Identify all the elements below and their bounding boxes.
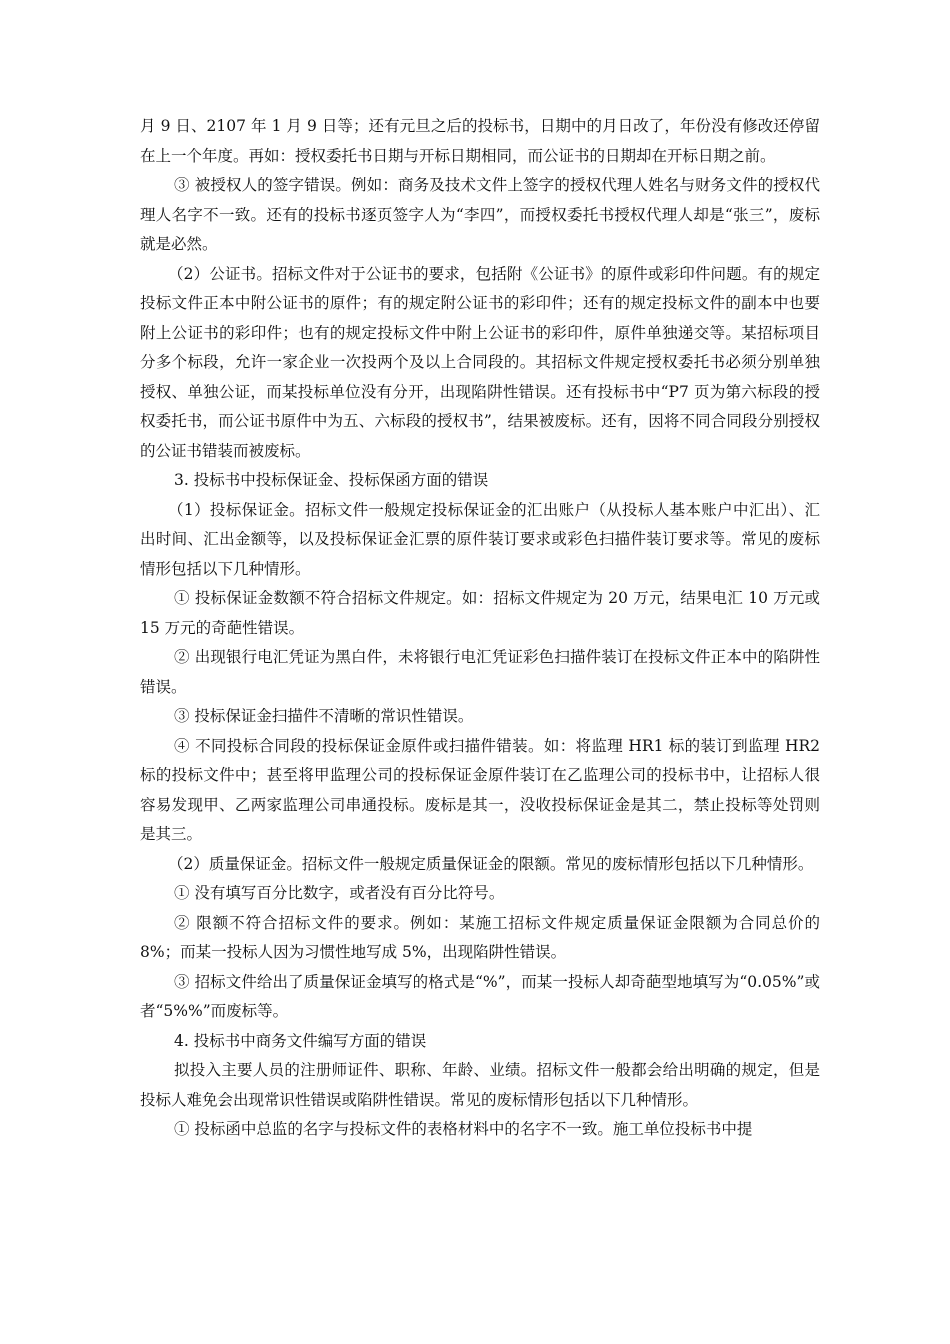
list-item-bond-misbinding: ④ 不同投标合同段的投标保证金原件或扫描件错装。如：将监理 HR1 标的装订到监理 HR2 标的投标文件中；甚至将甲监理公司的投标保证金原件装订在乙监理公司的投标书中，让招标人很容易发现甲、乙两家监理公司串通投标。废标是其一，没收投标保证金是其二，禁止投标等处罚则是其三。	[140, 736, 820, 843]
list-item-bond-scan: ③ 投标保证金扫描件不清晰的常识性错误。	[174, 707, 474, 725]
list-item-format-error: ③ 招标文件给出了质量保证金填写的格式是“%”，而某一投标人却奇葩型地填写为“0.05%”或者“5%%”而废标等。	[140, 972, 820, 1020]
list-item-bond-voucher: ② 出现银行电汇凭证为黑白件，未将银行电汇凭证彩色扫描件装订在投标文件正本中的陷阱性错误。	[140, 648, 820, 696]
paragraph-signature-errors: ③ 被授权人的签字错误。例如：商务及技术文件上签字的授权代理人姓名与财务文件的授权代理人名字不一致。还有的投标书逐页签字人为“李四”，而授权委托书授权代理人却是“张三”，废标就是必然。	[140, 176, 820, 253]
list-item-percentage-missing: ① 没有填写百分比数字，或者没有百分比符号。	[174, 884, 505, 902]
list-item-bond-amount: ① 投标保证金数额不符合招标文件规定。如：招标文件规定为 20 万元，结果电汇 10 万元或 15 万元的奇葩性错误。	[140, 589, 820, 637]
paragraph-bid-bond: （1）投标保证金。招标文件一般规定投标保证金的汇出账户（从投标人基本账户中汇出）、汇出时间、汇出金额等，以及投标保证金汇票的原件装订要求或彩色扫描件装订要求等。常见的废标情形包括以下几种情形。	[140, 500, 820, 578]
list-item-name-mismatch: ① 投标函中总监的名字与投标文件的表格材料中的名字不一致。施工单位投标书中提	[174, 1120, 753, 1138]
list-item-limit-mismatch: ② 限额不符合招标文件的要求。例如：某施工招标文件规定质量保证金限额为合同总价的 8%；而某一投标人因为习惯性地写成 5%，出现陷阱性错误。	[140, 913, 820, 961]
document-body	[140, 112, 820, 1145]
paragraph-date-errors: 月 9 日、2107 年 1 月 9 日等；还有元旦之后的投标书，日期中的月日改了，年份没有修改还停留在上一个年度。再如：授权委托书日期与开标日期相同，而公证书的日期却在开标日期之前。	[140, 117, 820, 165]
paragraph-notary-certificate: （2）公证书。招标文件对于公证书的要求，包括附《公证书》的原件或彩印件问题。有的规定投标文件正本中附公证书的原件；有的规定附公证书的彩印件；还有的规定投标文件的副本中也要附上公证书的彩印件；也有的规定投标文件中附上公证书的彩印件，原件单独递交等。某招标项目分多个标段，允许一家企业一次投两个及以上合同段的。其招标文件规定授权委托书必须分别单独授权、单独公证，而某投标单位没有分开，出现陷阱性错误。还有投标书中“P7 页为第六标段的授权委托书，而公证书原件中为五、六标段的授权书”，结果被废标。还有，因将不同合同段分别授权的公证书错装而被废标。	[140, 264, 820, 460]
section-heading-commercial-docs: 4. 投标书中商务文件编写方面的错误	[174, 1031, 427, 1050]
paragraph-key-personnel: 拟投入主要人员的注册师证件、职称、年龄、业绩。招标文件一般都会给出明确的规定，但是投标人难免会出现常识性错误或陷阱性错误。常见的废标情形包括以下几种情形。	[140, 1061, 820, 1109]
section-heading-bid-bond: 3. 投标书中投标保证金、投标保函方面的错误	[174, 471, 489, 489]
paragraph-quality-deposit: （2）质量保证金。招标文件一般规定质量保证金的限额。常见的废标情形包括以下几种情形。	[168, 854, 814, 873]
